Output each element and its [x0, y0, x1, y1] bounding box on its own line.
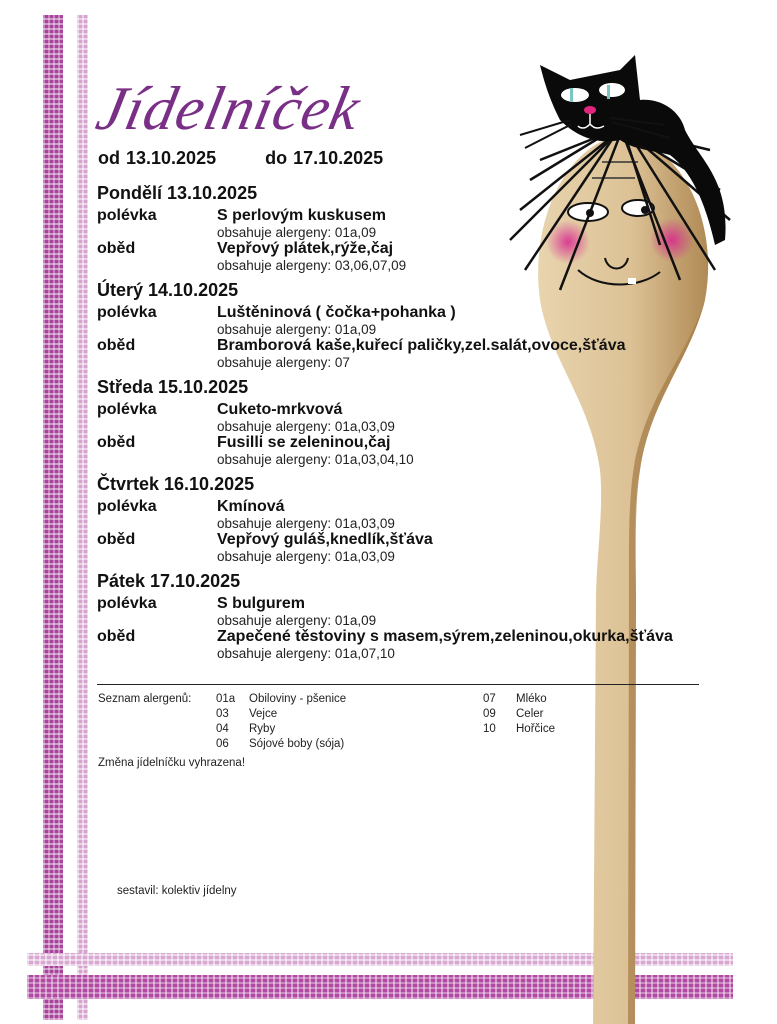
vertical-ribbon-dark: [43, 15, 63, 1020]
meal-row: [97, 498, 757, 516]
meal-row: [97, 595, 757, 613]
menu-days: [97, 182, 757, 667]
meal-type: oběd: [97, 240, 136, 257]
allergen-name: Hořčice: [516, 723, 555, 735]
meal-row: [97, 434, 757, 452]
allergen-info: obsahuje alergeny: 01a,03,09: [217, 516, 395, 531]
allergen-code: 10: [483, 723, 496, 735]
day-heading: Úterý 14.10.2025: [97, 280, 239, 300]
dish-name: S perlovým kuskusem: [217, 207, 386, 224]
divider: [97, 684, 699, 685]
day-heading: Pondělí 13.10.2025: [97, 183, 258, 203]
meal-type: oběd: [97, 531, 136, 548]
allergen-name: Vejce: [249, 708, 278, 720]
meal-row: [97, 337, 757, 355]
day-section: [97, 279, 757, 370]
meal-type: polévka: [97, 207, 157, 224]
dish-name: Kmínová: [217, 498, 285, 515]
dish-name: Vepřový guláš,knedlík,šťáva: [217, 531, 433, 548]
day-section: [97, 376, 757, 467]
allergen-code: 06: [216, 738, 229, 750]
meal-row: [97, 207, 757, 225]
allergen-info: obsahuje alergeny: 07: [217, 355, 350, 370]
date-range: [98, 148, 427, 169]
allergen-info: obsahuje alergeny: 01a,09: [217, 613, 377, 628]
meal-row: [97, 240, 757, 258]
allergen-code: 01a: [216, 693, 236, 705]
dish-name: Fusilli se zeleninou,čaj: [217, 434, 391, 451]
allergen-info: obsahuje alergeny: 01a,09: [217, 322, 377, 337]
change-notice: Změna jídelníčku vyhrazena!: [98, 757, 246, 769]
meal-row: [97, 304, 757, 322]
allergen-info: obsahuje alergeny: 01a,07,10: [217, 646, 395, 661]
meal-type: polévka: [97, 498, 157, 515]
allergen-info: obsahuje alergeny: 01a,03,04,10: [217, 452, 414, 467]
allergen-item: [216, 707, 346, 722]
dish-name: Vepřový plátek,rýže,čaj: [217, 240, 394, 257]
allergen-name: Celer: [516, 708, 544, 720]
meal-row: [97, 628, 757, 646]
allergen-item: [483, 707, 555, 722]
allergen-item: [483, 722, 555, 737]
meal-type: polévka: [97, 401, 157, 418]
day-section: [97, 182, 757, 273]
day-heading: Pátek 17.10.2025: [97, 571, 241, 591]
allergen-code: 03: [216, 708, 229, 720]
to-label: do 17.10.2025: [265, 148, 384, 168]
meal-type: polévka: [97, 304, 157, 321]
meal-row: [97, 531, 757, 549]
allergen-name: Sójové boby (sója): [249, 738, 345, 750]
author-credit: sestavil: kolektiv jídelny: [117, 885, 237, 897]
meal-type: oběd: [97, 337, 136, 354]
page-title: Jídelníček: [90, 75, 367, 143]
meal-type: oběd: [97, 434, 136, 451]
legend-column-2: [483, 692, 555, 737]
allergen-item: [216, 722, 346, 737]
dish-name: Bramborová kaše,kuřecí paličky,zel.salát,ovoce,šťáva: [217, 337, 626, 354]
dish-name: S bulgurem: [217, 595, 306, 612]
allergen-name: Obiloviny - pšenice: [249, 693, 347, 705]
allergen-item: [216, 692, 346, 707]
allergen-code: 07: [483, 693, 496, 705]
allergen-info: obsahuje alergeny: 01a,09: [217, 225, 377, 240]
vertical-ribbon-light: [77, 15, 88, 1020]
dish-name: Zapečené těstoviny s masem,sýrem,zeleninou,okurka,šťáva: [217, 628, 673, 645]
meal-type: polévka: [97, 595, 157, 612]
meal-row: [97, 401, 757, 419]
allergen-item: [483, 692, 555, 707]
allergen-code: 09: [483, 708, 496, 720]
allergen-name: Ryby: [249, 723, 276, 735]
dish-name: Luštěninová ( čočka+pohanka ): [217, 304, 456, 321]
allergen-code: 04: [216, 723, 229, 735]
day-section: [97, 473, 757, 564]
legend-title: Seznam alergenů:: [98, 693, 192, 705]
allergen-item: [216, 737, 346, 752]
from-label: od 13.10.2025: [98, 148, 217, 168]
allergen-info: obsahuje alergeny: 01a,03,09: [217, 549, 395, 564]
allergen-info: obsahuje alergeny: 03,06,07,09: [217, 258, 407, 273]
allergen-name: Mléko: [516, 693, 547, 705]
dish-name: Cuketo-mrkvová: [217, 401, 343, 418]
day-heading: Středa 15.10.2025: [97, 377, 249, 397]
allergen-info: obsahuje alergeny: 01a,03,09: [217, 419, 395, 434]
meal-type: oběd: [97, 628, 136, 645]
day-section: [97, 570, 757, 661]
day-heading: Čtvrtek 16.10.2025: [97, 474, 255, 494]
legend-column-1: [216, 692, 346, 752]
